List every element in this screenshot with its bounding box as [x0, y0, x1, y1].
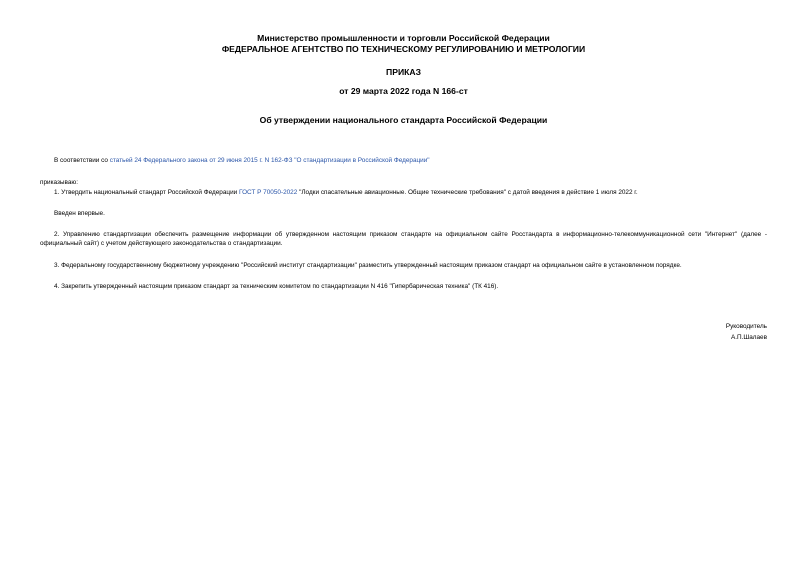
gost-link[interactable]: ГОСТ Р 70050-2022 [238, 189, 298, 196]
ministry-title: Министерство промышленности и торговли Российской Федерации [257, 33, 550, 43]
paragraph-3: 3. Федеральному государственному бюджетному учреждению "Российский институт стандартизации" разместить утвержденный настоящим приказом стандарт на официальном сайте в установленном порядке. [54, 262, 682, 269]
p1-suffix: "Лодки спасательные авиационные. Общие технические требования" с датой введения в действие 1 июля 2022 г. [297, 189, 638, 196]
paragraph-2: 2. Управлению стандартизации обеспечить размещение информации об утвержденном настоящим приказом стандарте на официальном сайте Росстандарта в информационно-телекоммуникационной сети "Интернет" (далее - официальный сайт) с учетом действующего законодательства о стандартизации. [40, 231, 767, 247]
preamble [54, 156, 430, 165]
law-link[interactable]: статьей 24 Федерального закона от 29 июня 2015 г. N 162-ФЗ "О стандартизации в Российской Федерации" [109, 157, 430, 164]
preamble-prefix: В соответствии со [54, 157, 110, 164]
signature-title: Руководитель [725, 323, 767, 330]
introduced-note: Введен впервые. [54, 210, 105, 217]
doc-date-number: от 29 марта 2022 года N 166-ст [339, 86, 468, 96]
p1-prefix: 1. Утвердить национальный стандарт Российской Федерации [54, 189, 239, 196]
agency-title: ФЕДЕРАЛЬНОЕ АГЕНТСТВО ПО ТЕХНИЧЕСКОМУ РЕГУЛИРОВАНИЮ И МЕТРОЛОГИИ [221, 44, 586, 54]
order-word: приказываю: [40, 179, 78, 186]
doc-subject: Об утверждении национального стандарта Российской Федерации [259, 115, 548, 125]
doc-type: ПРИКАЗ [386, 67, 421, 77]
paragraph-1 [54, 188, 638, 197]
signature-name: А.П.Шалаев [730, 334, 767, 341]
paragraph-4: 4. Закрепить утвержденный настоящим приказом стандарт за техническим комитетом по стандартизации N 416 "Гипербарическая техника" (ТК 416). [54, 283, 499, 290]
